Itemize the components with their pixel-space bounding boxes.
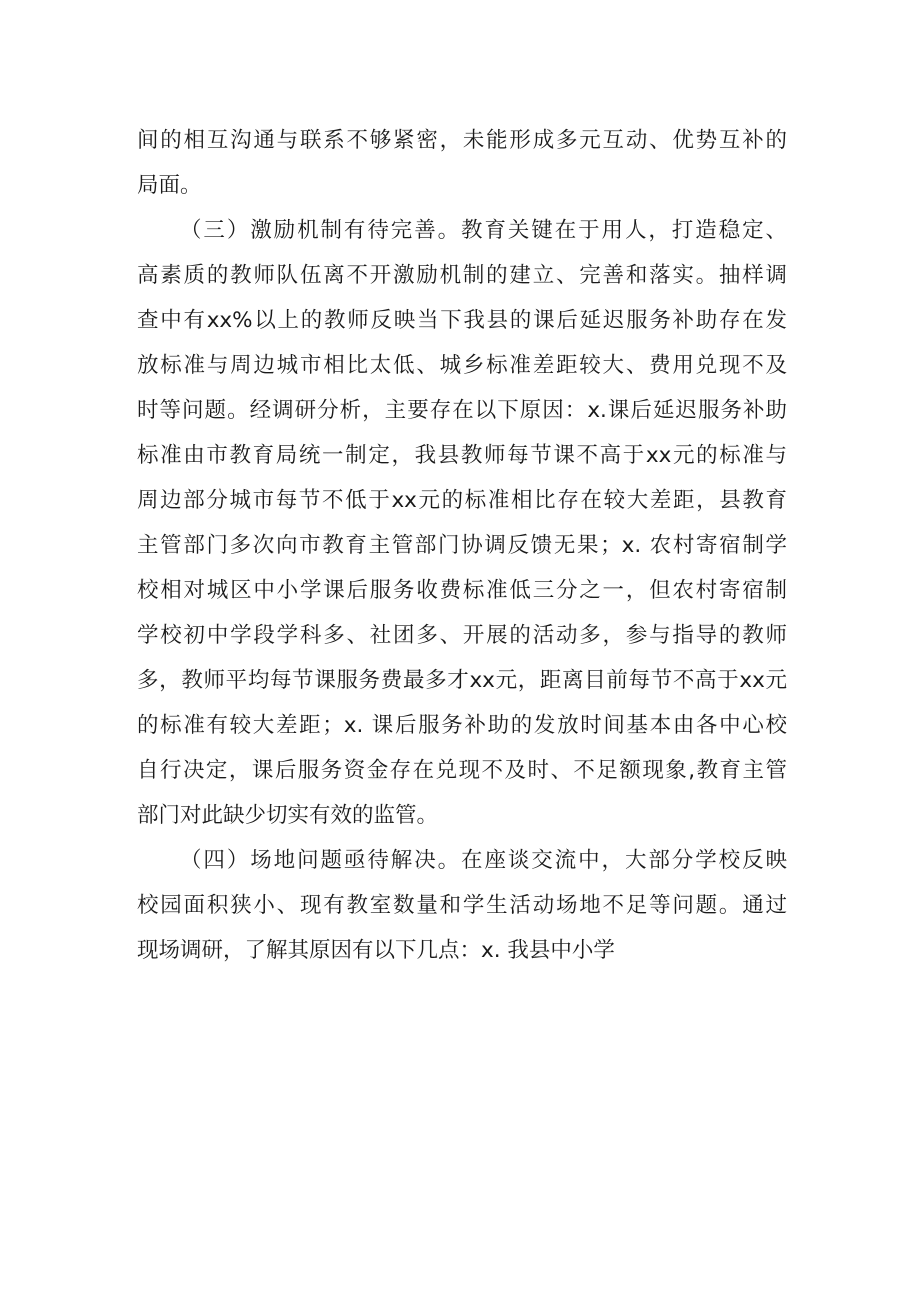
body-text [137,118,787,973]
text-line: 时等问题。经调研分析，主要存在以下原因：x.课后延迟服务补助 [137,398,787,423]
text-line: 高素质的教师队伍离不开激励机制的建立、完善和落实。抽样调 [137,263,787,288]
text-line: 间的相互沟通与联系不够紧密，未能形成多元互动、优势互补的 [137,128,787,153]
text-line: 学校初中学段学科多、社团多、开展的活动多，参与指导的教师 [137,623,787,648]
text-line: 多，教师平均每节课服务费最多才xx元，距离目前每节不高于xx元 [137,668,787,693]
text-line: 的标准有较大差距；x. 课后服务补助的发放时间基本由各中心校 [137,713,787,738]
text-line: 校园面积狭小、现有教室数量和学生活动场地不足等问题。通过 [137,893,787,918]
text-line: 标准由市教育局统一制定，我县教师每节课不高于xx元的标准与 [137,443,787,468]
text-line: 自行决定，课后服务资金存在兑现不及时、不足额现象,教育主管 [137,758,787,783]
text-line: 周边部分城市每节不低于xx元的标准相比存在较大差距，县教育 [137,488,787,513]
text-line: 放标准与周边城市相比太低、城乡标准差距较大、费用兑现不及 [137,353,787,378]
text-line: 部门对此缺少切实有效的监管。 [137,803,439,828]
text-line: （三）激励机制有待完善。教育关键在于用人，打造稳定、 [180,218,787,243]
text-line: 主管部门多次向市教育主管部门协调反馈无果；x. 农村寄宿制学 [137,533,787,558]
text-line: 局面。 [137,173,202,198]
text-line: （四）场地问题亟待解决。在座谈交流中，大部分学校反映 [180,848,787,873]
text-line: 现场调研，了解其原因有以下几点：x. 我县中小学 [137,938,615,963]
text-line: 校相对城区中小学课后服务收费标准低三分之一，但农村寄宿制 [137,578,787,603]
text-line: 查中有xx%以上的教师反映当下我县的课后延迟服务补助存在发 [137,308,787,333]
